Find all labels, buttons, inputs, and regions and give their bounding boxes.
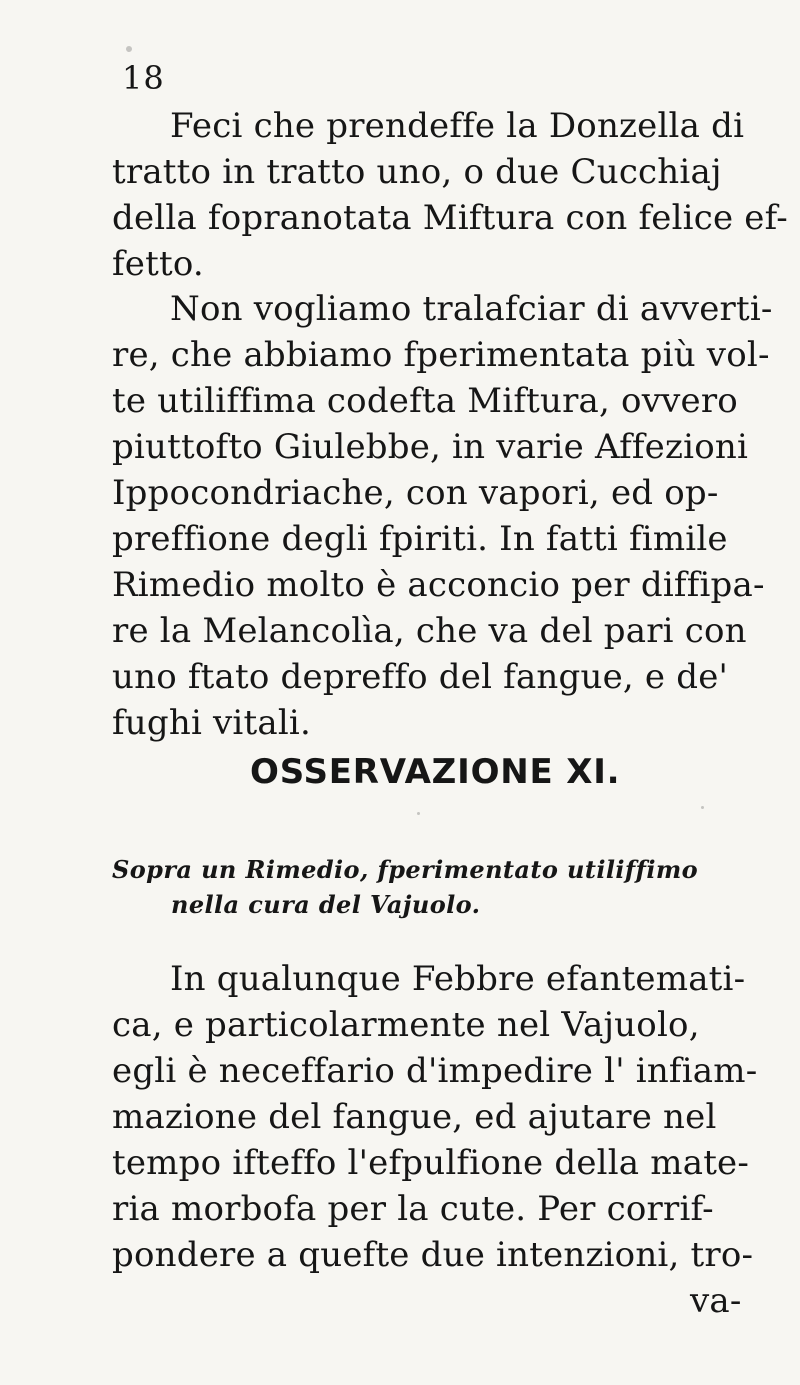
paragraph-line: piuttofto Giulebbe, in varie Affezioni xyxy=(112,427,749,467)
paragraph-line: uno ftato depreffo del fangue, e de' xyxy=(112,657,729,697)
paragraph-line: te utiliffima codefta Miftura, ovvero xyxy=(112,381,738,421)
paragraph-line: ca, e particolarmente nel Vajuolo, xyxy=(112,1005,700,1045)
paragraph-line: re, che abbiamo fperimentata più vol- xyxy=(112,335,770,375)
section-subtitle-line: nella cura del Vajuolo. xyxy=(171,890,481,919)
paragraph-line: della fopranotata Miftura con felice ef- xyxy=(112,198,788,238)
section-subtitle-line: Sopra un Rimedio, fperimentato utiliffimo xyxy=(112,855,699,884)
section-heading: OSSERVAZIONE XI. xyxy=(250,752,621,792)
ink-speck xyxy=(417,812,420,815)
paragraph-line: pondere a quefte due intenzioni, tro- xyxy=(112,1235,754,1275)
paragraph-line: Ippocondriache, con vapori, ed op- xyxy=(112,473,719,513)
catchword: va- xyxy=(690,1281,742,1321)
paragraph-line: In qualunque Febbre efantemati- xyxy=(170,959,746,999)
paragraph-line: preffione degli fpiriti. In fatti fimile xyxy=(112,519,728,559)
ink-speck xyxy=(126,46,132,52)
paragraph-line: egli è neceffario d'impedire l' infiam- xyxy=(112,1051,758,1091)
paragraph-line: tempo ifteffo l'efpulfione della mate- xyxy=(112,1143,750,1183)
paragraph-line: tratto in tratto uno, o due Cucchiaj xyxy=(112,152,722,192)
page-number: 18 xyxy=(122,59,165,97)
paragraph-line: Feci che prendeffe la Donzella di xyxy=(170,106,745,146)
paragraph-line: ria morbofa per la cute. Per corrif- xyxy=(112,1189,714,1229)
paragraph-line: Rimedio molto è acconcio per diffipa- xyxy=(112,565,765,605)
paragraph-line: fetto. xyxy=(112,244,204,284)
paragraph-line: mazione del fangue, ed ajutare nel xyxy=(112,1097,717,1137)
paragraph-line: Non vogliamo tralafciar di avverti- xyxy=(170,289,773,329)
ink-speck xyxy=(701,806,704,809)
paragraph-line: re la Melancolìa, che va del pari con xyxy=(112,611,747,651)
paragraph-line: fughi vitali. xyxy=(112,703,311,743)
